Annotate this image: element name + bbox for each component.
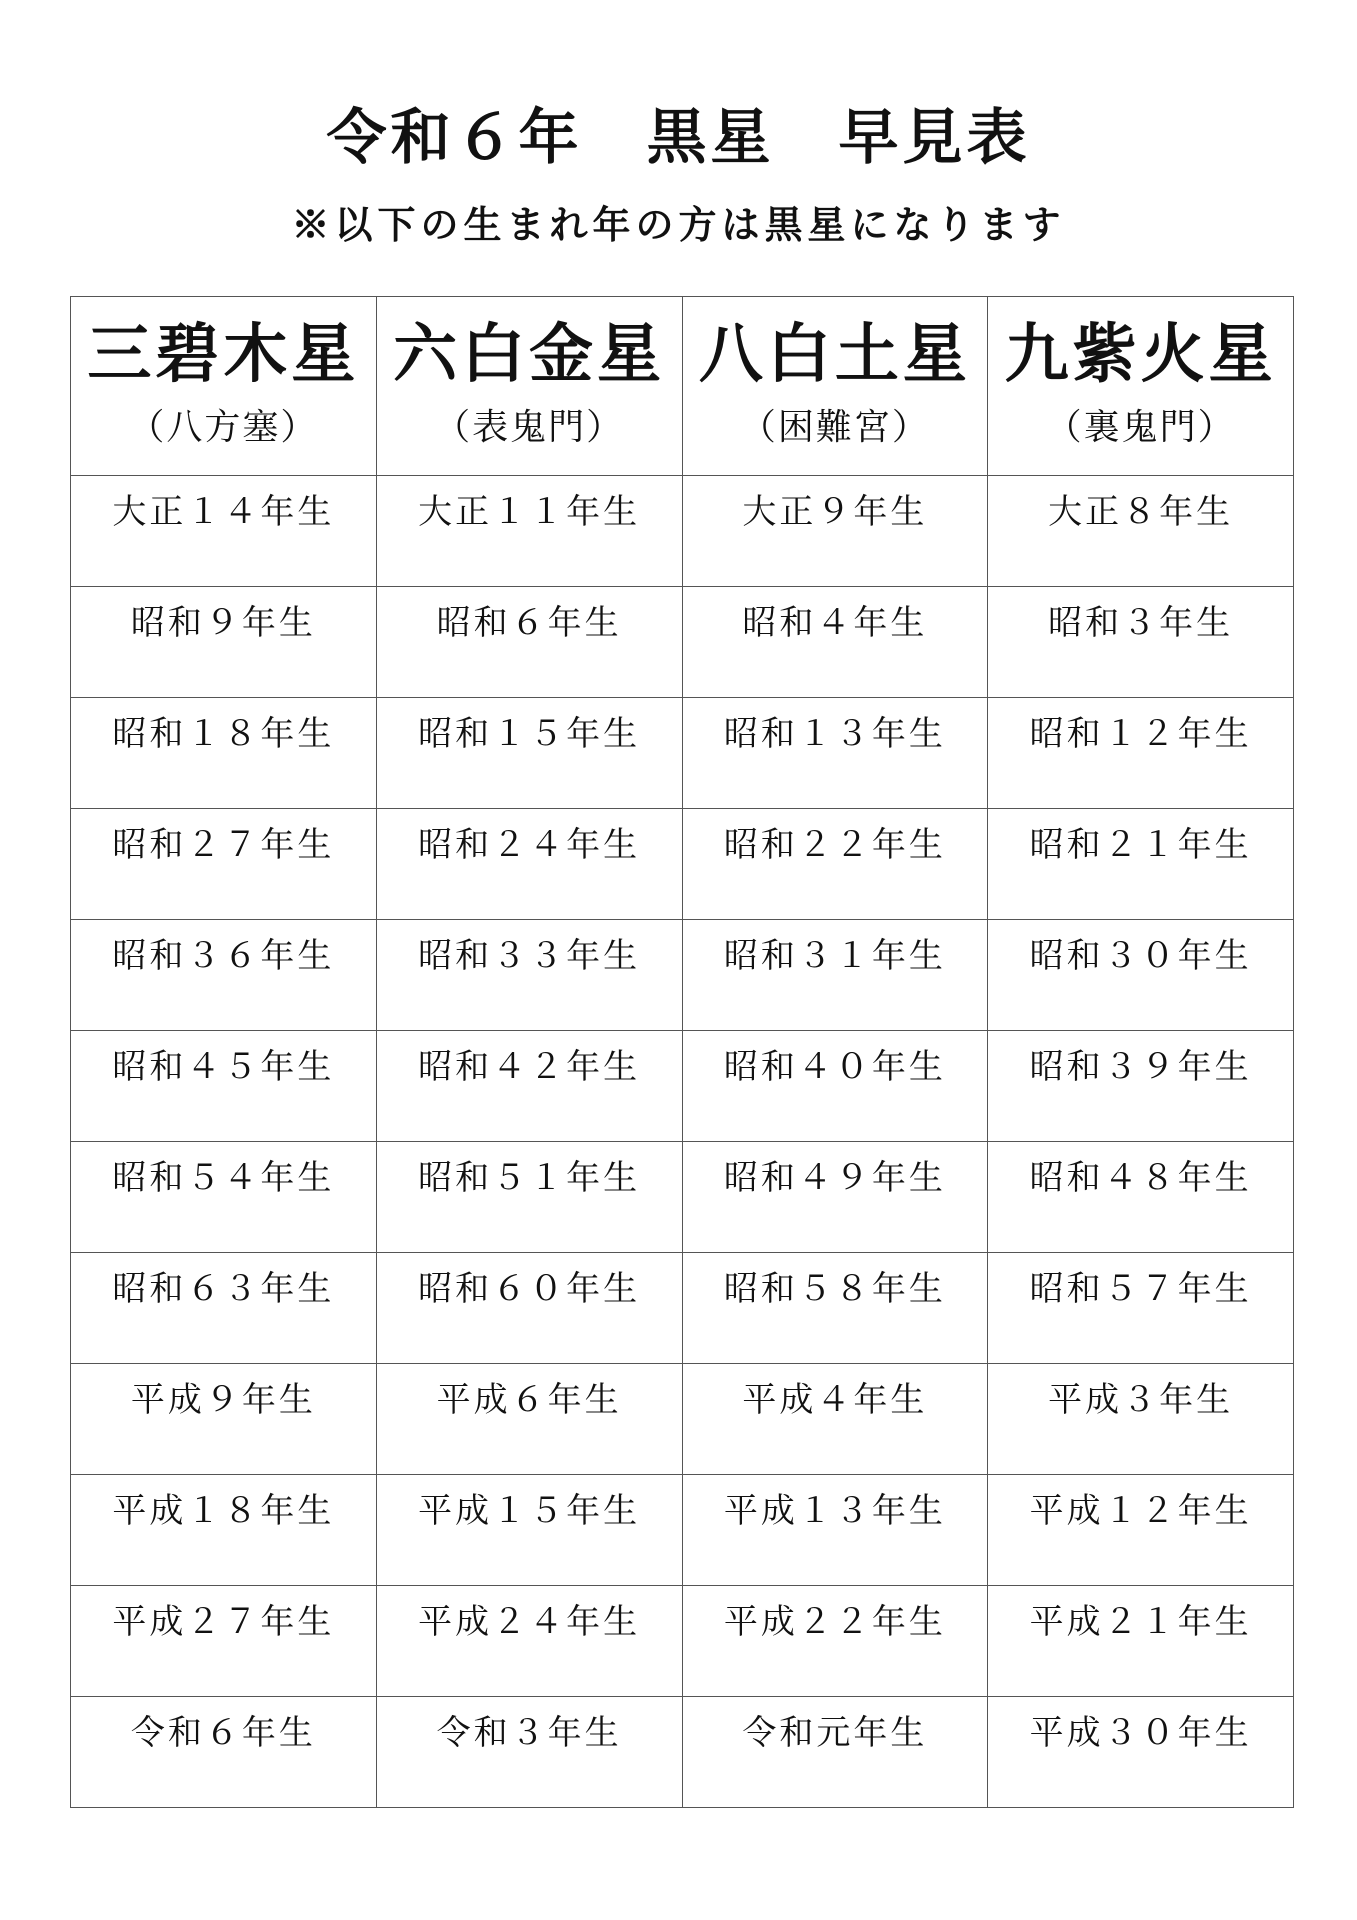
- birth-year-text: 大正９年生: [742, 492, 928, 532]
- birth-year-text: 昭和２１年生: [1029, 825, 1252, 865]
- table-row: [71, 1031, 1294, 1142]
- birth-year-text: 昭和１２年生: [1029, 714, 1252, 754]
- table-cell: [71, 1142, 377, 1253]
- table-cell: [376, 1586, 682, 1697]
- star-note: （裏鬼門）: [1045, 407, 1236, 448]
- birth-year-text: 昭和５８年生: [723, 1269, 946, 1309]
- table-cell: [71, 1031, 377, 1142]
- table-cell: [988, 1142, 1294, 1253]
- table-body: [71, 476, 1294, 1808]
- birth-year-text: 昭和６３年生: [112, 1269, 335, 1309]
- birth-year-text: 令和元年生: [742, 1713, 928, 1753]
- birth-year-text: 平成９年生: [130, 1380, 316, 1420]
- birth-year-text: 昭和４９年生: [723, 1158, 946, 1198]
- birth-year-text: 昭和４５年生: [112, 1047, 335, 1087]
- birth-year-text: 昭和５１年生: [418, 1158, 641, 1198]
- table-cell: [988, 1586, 1294, 1697]
- table-cell: [682, 1031, 988, 1142]
- table-cell: [376, 1253, 682, 1364]
- star-name: 六白金星: [393, 317, 666, 392]
- table-cell: [682, 1253, 988, 1364]
- birth-year-text: 昭和４年生: [742, 603, 928, 643]
- birth-year-text: 昭和２４年生: [418, 825, 641, 865]
- birth-year-text: 大正１１年生: [418, 492, 641, 532]
- table-row: [71, 476, 1294, 587]
- birth-year-text: 昭和６０年生: [418, 1269, 641, 1309]
- table-row: [71, 1586, 1294, 1697]
- table-row: [71, 1475, 1294, 1586]
- birth-year-text: 令和３年生: [436, 1713, 622, 1753]
- birth-year-text: 昭和２７年生: [112, 825, 335, 865]
- star-name: 三碧木星: [87, 317, 360, 392]
- birth-year-text: 昭和３９年生: [1029, 1047, 1252, 1087]
- star-name: 九紫火星: [1004, 317, 1277, 392]
- birth-year-text: 昭和３３年生: [418, 936, 641, 976]
- birth-year-text: 昭和４０年生: [723, 1047, 946, 1087]
- table-cell: [376, 809, 682, 920]
- table-row: [71, 1364, 1294, 1475]
- birth-year-text: 昭和５７年生: [1029, 1269, 1252, 1309]
- birth-year-text: 昭和１５年生: [418, 714, 641, 754]
- star-note: （困難宮）: [739, 407, 930, 448]
- table-cell: [71, 1697, 377, 1808]
- table-cell: [682, 1475, 988, 1586]
- table-cell: [682, 1697, 988, 1808]
- table-cell: [988, 920, 1294, 1031]
- table-cell: [71, 809, 377, 920]
- birth-year-text: 昭和６年生: [436, 603, 622, 643]
- table-row: [71, 587, 1294, 698]
- table-cell: [988, 809, 1294, 920]
- column-header: [682, 297, 988, 476]
- table-row: [71, 920, 1294, 1031]
- table-cell: [682, 809, 988, 920]
- table-cell: [988, 1697, 1294, 1808]
- table-row: [71, 1142, 1294, 1253]
- birth-year-text: 平成４年生: [742, 1380, 928, 1420]
- column-header: [71, 297, 377, 476]
- table-cell: [682, 1586, 988, 1697]
- column-header: [376, 297, 682, 476]
- star-note: （表鬼門）: [434, 407, 625, 448]
- birth-year-text: 平成３年生: [1048, 1380, 1234, 1420]
- table-cell: [682, 1142, 988, 1253]
- birth-year-text: 昭和１３年生: [723, 714, 946, 754]
- birth-year-text: 平成１８年生: [112, 1491, 335, 1531]
- birth-year-text: 平成２１年生: [1029, 1602, 1252, 1642]
- birth-year-text: 昭和９年生: [130, 603, 316, 643]
- birth-year-text: 昭和３６年生: [112, 936, 335, 976]
- table-cell: [988, 1475, 1294, 1586]
- table-cell: [988, 1031, 1294, 1142]
- table-cell: [376, 1142, 682, 1253]
- table-header-row: [71, 297, 1294, 476]
- table-cell: [988, 698, 1294, 809]
- table-row: [71, 698, 1294, 809]
- table-cell: [988, 476, 1294, 587]
- table-cell: [376, 920, 682, 1031]
- table-cell: [988, 1253, 1294, 1364]
- table-cell: [682, 920, 988, 1031]
- page-title: 令和６年 黒星 早見表: [326, 103, 1031, 173]
- table-cell: [71, 1253, 377, 1364]
- page-subtitle: ※以下の生まれ年の方は黒星になります: [291, 202, 1066, 247]
- table-cell: [682, 476, 988, 587]
- birth-year-text: 昭和３１年生: [723, 936, 946, 976]
- birth-year-text: 昭和１８年生: [112, 714, 335, 754]
- table-cell: [71, 920, 377, 1031]
- birth-year-text: 平成２４年生: [418, 1602, 641, 1642]
- birth-year-text: 令和６年生: [130, 1713, 316, 1753]
- column-header: [988, 297, 1294, 476]
- table-cell: [71, 476, 377, 587]
- birth-year-text: 平成１５年生: [418, 1491, 641, 1531]
- birth-year-text: 平成２２年生: [723, 1602, 946, 1642]
- birth-year-text: 平成３０年生: [1029, 1713, 1252, 1753]
- birth-year-text: 平成１２年生: [1029, 1491, 1252, 1531]
- star-name: 八白土星: [698, 317, 971, 392]
- table-cell: [376, 1031, 682, 1142]
- table-cell: [682, 698, 988, 809]
- table-row: [71, 809, 1294, 920]
- table-cell: [376, 1697, 682, 1808]
- table-row: [71, 1253, 1294, 1364]
- birth-year-text: 昭和４２年生: [418, 1047, 641, 1087]
- table-cell: [71, 1364, 377, 1475]
- star-note: （八方塞）: [128, 407, 319, 448]
- birth-year-text: 大正８年生: [1048, 492, 1234, 532]
- table-cell: [682, 587, 988, 698]
- black-star-table: [70, 296, 1294, 1808]
- birth-year-text: 平成１３年生: [723, 1491, 946, 1531]
- table-cell: [682, 1364, 988, 1475]
- table-cell: [376, 587, 682, 698]
- table-row: [71, 1697, 1294, 1808]
- table-cell: [376, 698, 682, 809]
- table-cell: [71, 1586, 377, 1697]
- table-cell: [71, 587, 377, 698]
- birth-year-text: 大正１４年生: [112, 492, 335, 532]
- table-cell: [376, 1475, 682, 1586]
- table-cell: [376, 476, 682, 587]
- birth-year-text: 昭和５４年生: [112, 1158, 335, 1198]
- table-cell: [988, 1364, 1294, 1475]
- birth-year-text: 昭和２２年生: [723, 825, 946, 865]
- birth-year-text: 昭和３年生: [1048, 603, 1234, 643]
- birth-year-text: 昭和３０年生: [1029, 936, 1252, 976]
- table-cell: [988, 587, 1294, 698]
- birth-year-text: 平成６年生: [436, 1380, 622, 1420]
- birth-year-text: 平成２７年生: [112, 1602, 335, 1642]
- table-cell: [71, 698, 377, 809]
- table-cell: [71, 1475, 377, 1586]
- table-cell: [376, 1364, 682, 1475]
- birth-year-text: 昭和４８年生: [1029, 1158, 1252, 1198]
